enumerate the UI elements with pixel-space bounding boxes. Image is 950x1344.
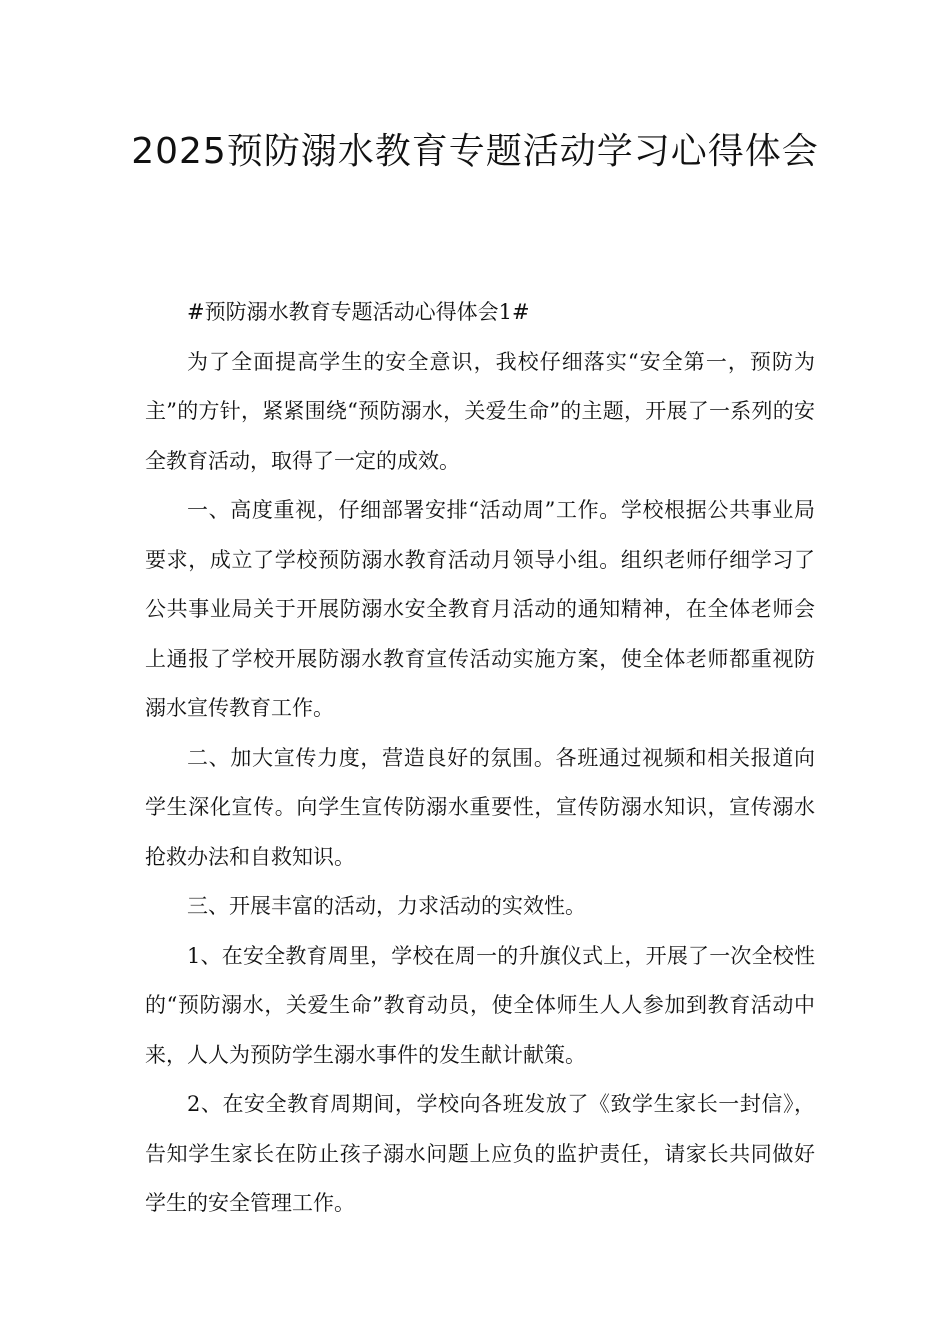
section-heading: #预防溺水教育专题活动心得体会1# bbox=[187, 300, 530, 324]
paragraph: 为了全面提高学生的安全意识，我校仔细落实“安全第一，预防为主”的方针，紧紧围绕“预防溺水，关爱生命”的主题，开展了一系列的安全教育活动，取得了一定的成效。 bbox=[145, 349, 815, 473]
paragraph: 一、高度重视，仔细部署安排“活动周”工作。学校根据公共事业局要求，成立了学校预防溺水教育活动月领导小组。组织老师仔细学习了公共事业局关于开展防溺水安全教育月活动的通知精神，在全体老师会上通报了学校开展防溺水教育宣传活动实施方案，使全体老师都重视防溺水宣传教育工作。 bbox=[145, 498, 815, 720]
paragraph: 二、加大宣传力度，营造良好的氛围。各班通过视频和相关报道向学生深化宣传。向学生宣传防溺水重要性，宣传防溺水知识，宣传溺水抢救办法和自救知识。 bbox=[145, 745, 815, 869]
paragraph: 三、开展丰富的活动，力求活动的实效性。 bbox=[187, 894, 586, 918]
paragraph: 2、在安全教育周期间，学校向各班发放了《致学生家长一封信》，告知学生家长在防止孩子溺水问题上应负的监护责任，请家长共同做好学生的安全管理工作。 bbox=[145, 1092, 815, 1215]
document-title: 2025预防溺水教育专题活动学习心得体会 bbox=[131, 131, 819, 172]
paragraph: 1、在安全教育周里，学校在周一的升旗仪式上，开展了一次全校性的“预防溺水，关爱生命”教育动员，使全体师生人人参加到教育活动中来，人人为预防学生溺水事件的发生献计献策。 bbox=[145, 943, 815, 1067]
document-body bbox=[145, 288, 815, 1229]
